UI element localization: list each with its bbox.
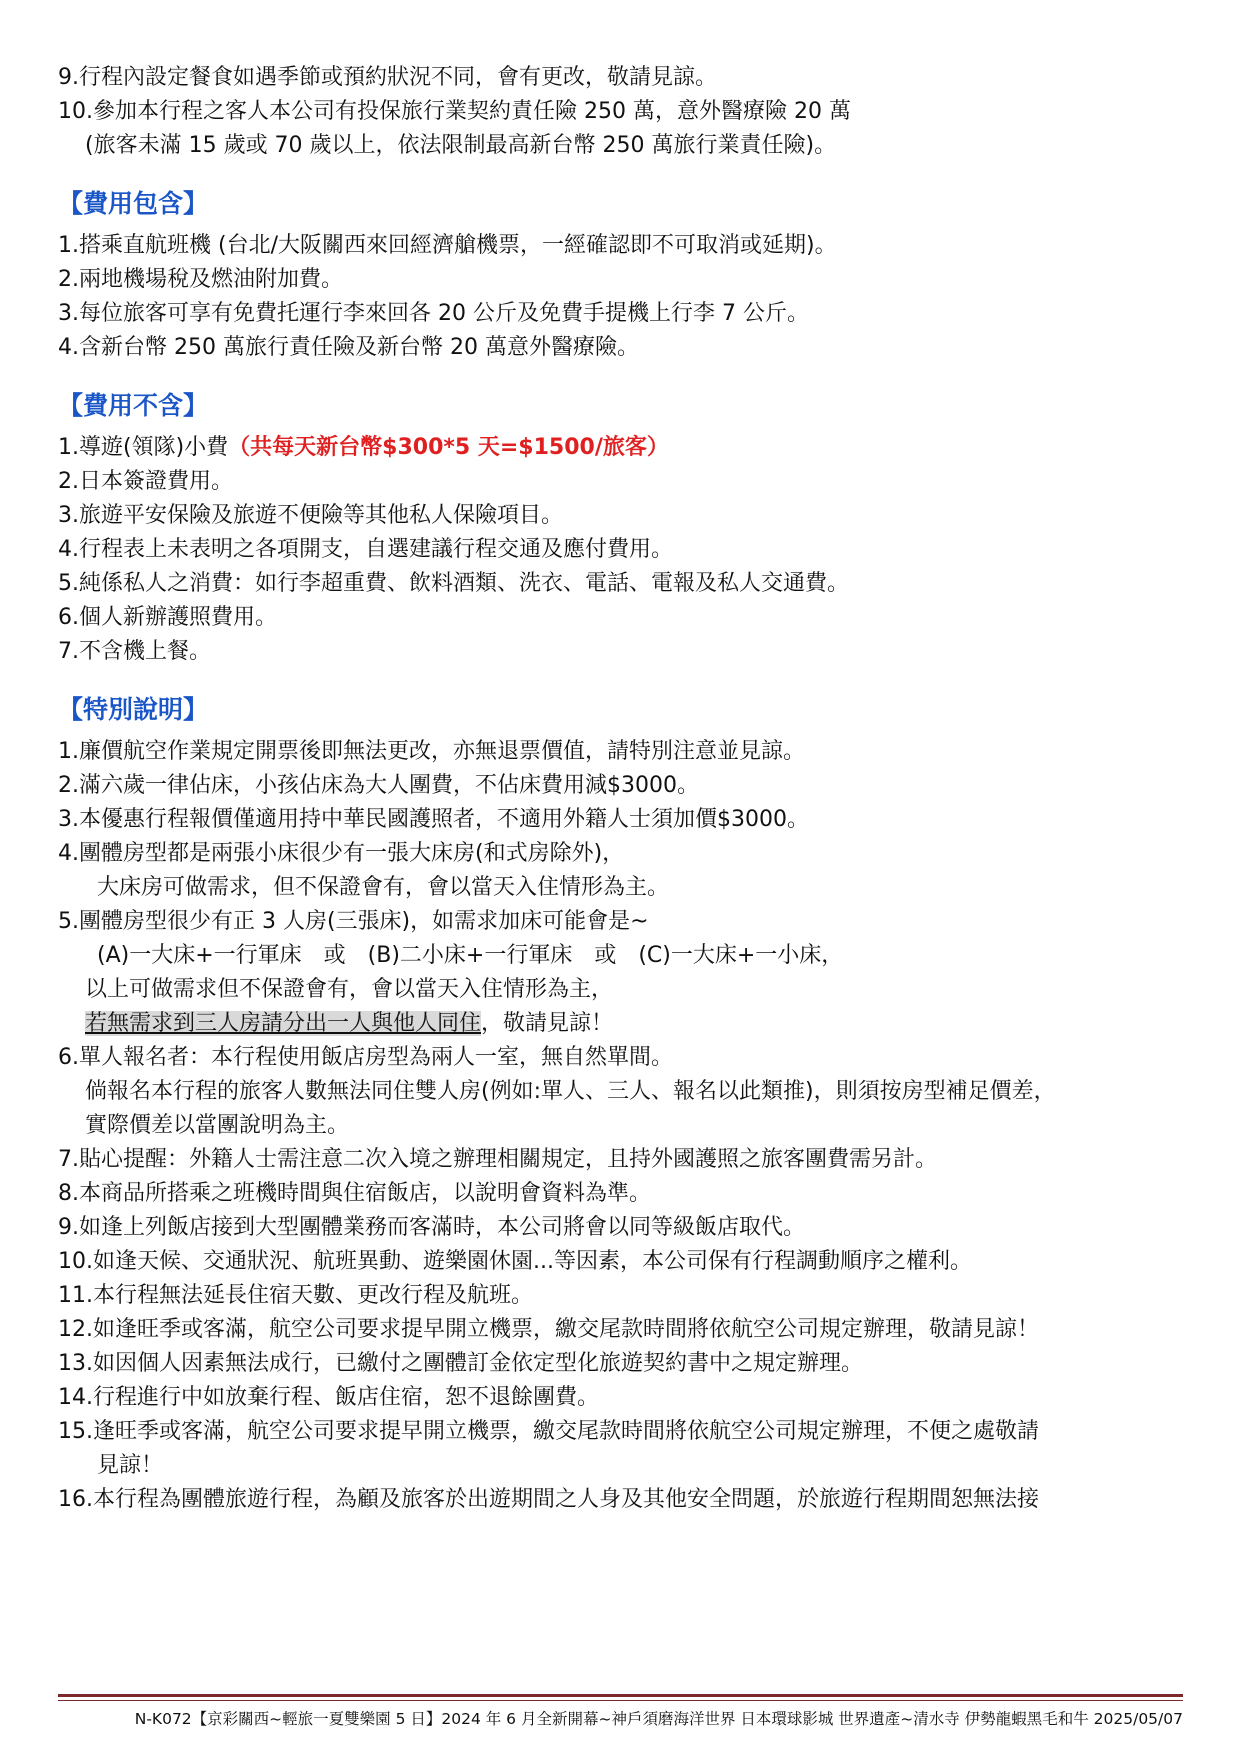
highlighted-notice: 若無需求到三人房請分出一人與他人同住 (85, 1011, 482, 1036)
special-item-cont: 實際價差以當團說明為主。 (85, 1113, 350, 1138)
excluded-heading: 【費用不含】 (58, 391, 209, 420)
excluded-item: 7.不含機上餐。 (58, 639, 211, 664)
special-item: 6.單人報名者：本行程使用飯店房型為兩人一室，無自然單間。 (58, 1045, 673, 1070)
footer-divider-thin (58, 1700, 1183, 1701)
excluded-item: 4.行程表上未表明之各項開支，自選建議行程交通及應付費用。 (58, 537, 673, 562)
note-10: 10.參加本行程之客人本公司有投保旅行業契約責任險 250 萬，意外醫療險 20 萬 (58, 99, 851, 124)
special-item: 5.團體房型很少有正 3 人房(三張床)，如需求加床可能會是~ (58, 909, 649, 934)
special-item-cont: 見諒！ (97, 1453, 164, 1478)
page-footer: N-K072【京彩關西~輕旅一夏雙樂園 5 日】2024 年 6 月全新開幕~神戶須磨海洋世界 日本環球影城 世界遺產~清水寺 伊勢龍蝦黑毛和牛 2025/05/07 (134, 1710, 1183, 1728)
excluded-item: 6.個人新辦護照費用。 (58, 605, 277, 630)
special-item: 3.本優惠行程報價僅適用持中華民國護照者，不適用外籍人士須加價$3000。 (58, 807, 809, 832)
special-item: 8.本商品所搭乘之班機時間與住宿飯店，以說明會資料為準。 (58, 1181, 651, 1206)
special-item-cont (85, 1008, 613, 1040)
special-item: 1.廉價航空作業規定開票後即無法更改，亦無退票價值，請特別注意並見諒。 (58, 739, 805, 764)
special-item: 9.如逢上列飯店接到大型團體業務而客滿時，本公司將會以同等級飯店取代。 (58, 1215, 805, 1240)
special-item: 4.團體房型都是兩張小床很少有一張大床房(和式房除外)， (58, 841, 625, 866)
note-9: 9.行程內設定餐食如遇季節或預約狀況不同，會有更改，敬請見諒。 (58, 65, 717, 90)
special-item: 13.如因個人因素無法成行，已繳付之團體訂金依定型化旅遊契約書中之規定辦理。 (58, 1351, 863, 1376)
note-10-detail: (旅客未滿 15 歲或 70 歲以上，依法限制最高新台幣 250 萬旅行業責任險)。 (85, 133, 837, 158)
special-item: 11.本行程無法延長住宿天數、更改行程及航班。 (58, 1283, 533, 1308)
included-item: 2.兩地機場稅及燃油附加費。 (58, 267, 343, 292)
included-item: 1.搭乘直航班機 (台北/大阪關西來回經濟艙機票，一經確認即不可取消或延期)。 (58, 233, 837, 258)
special-item-cont: 倘報名本行程的旅客人數無法同住雙人房(例如:單人、三人、報名以此類推)，則須按房型補足價差， (85, 1079, 1056, 1104)
special-item: 12.如逢旺季或客滿，航空公司要求提早開立機票，繳交尾款時間將依航空公司規定辦理，敬請見諒！ (58, 1317, 1039, 1342)
special-item-cont: 以上可做需求但不保證會有，會以當天入住情形為主， (85, 977, 614, 1002)
tips-label: 1.導遊(領隊)小費 (58, 435, 229, 460)
special-item: 7.貼心提醒：外籍人士需注意二次入境之辦理相關規定，且持外國護照之旅客團費需另計。 (58, 1147, 937, 1172)
special-item: 10.如逢天候、交通狀況、航班異動、遊樂園休園...等因素，本公司保有行程調動順序之權利。 (58, 1249, 972, 1274)
tips-amount: （共每天新台幣$300*5 天=$1500/旅客） (228, 435, 669, 460)
excluded-item: 5.純係私人之消費：如行李超重費、飲料酒類、洗衣、電話、電報及私人交通費。 (58, 571, 849, 596)
special-item-cont: (A)一大床+一行軍床 或 (B)二小床+一行軍床 或 (C)一大床+一小床， (97, 943, 844, 968)
special-item-cont: 大床房可做需求，但不保證會有，會以當天入住情形為主。 (97, 875, 670, 900)
footer-divider (58, 1694, 1183, 1697)
special-heading: 【特別說明】 (58, 695, 209, 724)
excluded-item: 2.日本簽證費用。 (58, 469, 233, 494)
notice-tail: ，敬請見諒！ (481, 1011, 614, 1036)
special-item: 16.本行程為團體旅遊行程，為顧及旅客於出遊期間之人身及其他安全問題，於旅遊行程期間恕無法接 (58, 1487, 1039, 1512)
included-item: 4.含新台幣 250 萬旅行責任險及新台幣 20 萬意外醫療險。 (58, 335, 639, 360)
included-heading: 【費用包含】 (58, 189, 209, 218)
special-item: 14.行程進行中如放棄行程、飯店住宿，恕不退餘團費。 (58, 1385, 599, 1410)
included-item: 3.每位旅客可享有免費托運行李來回各 20 公斤及免費手提機上行李 7 公斤。 (58, 301, 809, 326)
special-item: 15.逢旺季或客滿，航空公司要求提早開立機票，繳交尾款時間將依航空公司規定辦理，不便之處敬請 (58, 1419, 1039, 1444)
excluded-item: 3.旅遊平安保險及旅遊不便險等其他私人保險項目。 (58, 503, 563, 528)
special-item: 2.滿六歲一律佔床，小孩佔床為大人團費，不佔床費用減$3000。 (58, 773, 699, 798)
excluded-item-tips (58, 432, 669, 464)
